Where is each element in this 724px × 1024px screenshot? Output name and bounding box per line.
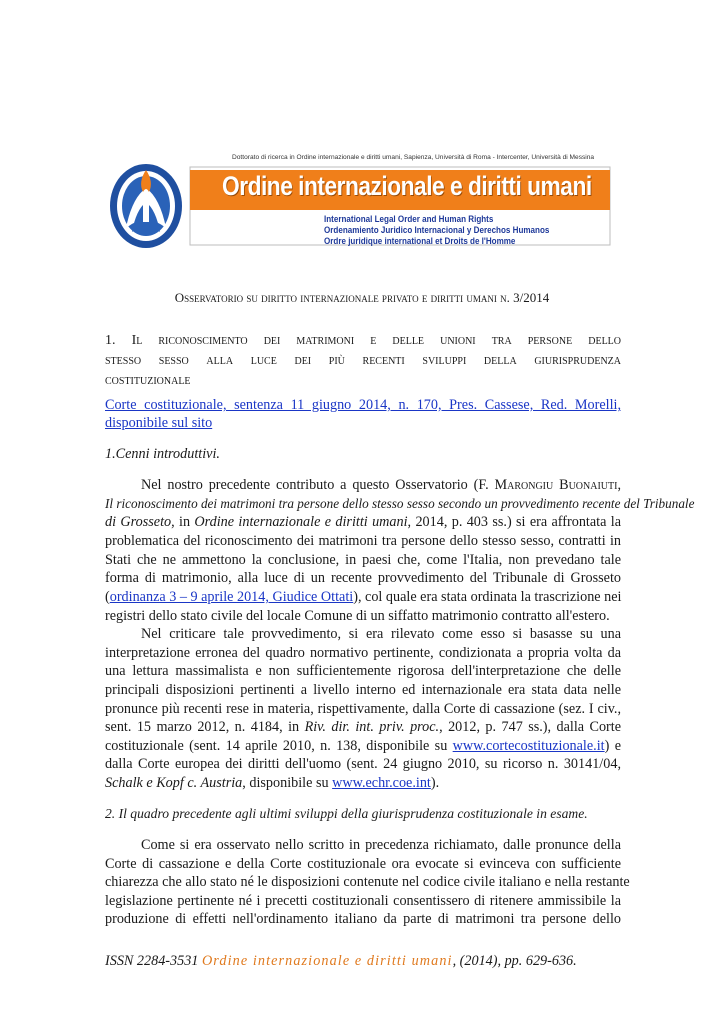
- heading-cenni: 1.Cenni introduttivi.: [105, 446, 220, 462]
- journal-logo-icon: [106, 158, 186, 250]
- cortecostituzionale-link[interactable]: www.cortecostituzionale.it: [452, 738, 605, 754]
- subtitle-fr: Ordre juridique international et Droits de l'Homme: [324, 235, 516, 246]
- journal-title: Ordine internazionale e diritti umani: [222, 171, 592, 201]
- author-name: Marongiu Buonaiuti: [494, 477, 618, 493]
- p2-line-6: sent. 15 marzo 2012, n. 4184, in Riv. dir. int. priv. proc., 2012, p. 747 ss.), dalla Corte: [105, 719, 622, 735]
- footer-rest: , (2014), pp. 629-636.: [452, 953, 577, 969]
- observatory-prefix: Osservatorio su diritto internazionale privato e diritti umani n.: [174, 290, 510, 305]
- p2-line-7: costituzionale (sent. 14 aprile 2010, n. 138, disponibile su www.cortecostituzionale.it) e: [105, 738, 621, 754]
- observatory-number: 3/2014: [513, 290, 550, 305]
- page-footer: [105, 953, 577, 970]
- reference-link-line-2[interactable]: disponibile sul sito: [105, 415, 213, 431]
- section-number: 1.: [105, 333, 116, 348]
- p2-line-8: dalla Corte europea dei diritti dell'uomo (sent. 24 giugno 2010, su ricorso n. 30141/04,: [105, 756, 621, 772]
- p2-line-5: pronunce più recenti rese in materia, rispettivamente, dalla Corte di cassazione (sez. I civ.,: [105, 701, 621, 717]
- p2-line-3: una lettura massimalista e non sufficientemente rigorosa dell'interpretazione che delle: [105, 663, 621, 679]
- p1-line-2: Il riconoscimento dei matrimoni tra persone dello stesso sesso secondo un provvedimento recente del Tribunale: [105, 496, 695, 511]
- p2-line-2: interpretazione erronea del quadro normativo pertinente, condizionata a propria volta da: [105, 645, 621, 661]
- p1-line-8: registri dello stato civile del locale Comune di un siffatto matrimonio contratto all'estero.: [105, 608, 610, 624]
- p1-line-6: forma di matrimonio, alla luce di un recente provvedimento del Tribunale di Grosseto: [105, 570, 621, 586]
- footer-journal: Ordine internazionale e diritti umani: [201, 953, 453, 969]
- p1-line-1: Nel nostro precedente contributo a questo Osservatorio (F. Marongiu Buonaiuti,: [141, 477, 621, 493]
- p2-line-9: Schalk e Kopf c. Austria, disponibile su www.echr.coe.int).: [105, 775, 440, 791]
- subtitle-en: International Legal Order and Human Rights: [324, 213, 494, 224]
- section-title: [105, 331, 621, 391]
- p2-line-4: principali disposizioni pertinenti a livello interno ed internazionale era stata data nelle: [105, 682, 621, 698]
- p1-line-5: Stati che ne ammettono la conclusione, in paesi che, come l'Italia, non prevedano tale: [105, 552, 621, 568]
- heading-quadro: 2. Il quadro precedente agli ultimi sviluppi della giurisprudenza costituzionale in esame.: [105, 806, 588, 821]
- section-title-line-3: costituzionale: [105, 373, 191, 388]
- ordinanza-link[interactable]: ordinanza 3 – 9 aprile 2014, Giudice Ottati: [109, 589, 354, 605]
- p1-line-3: di Grosseto, in Ordine internazionale e diritti umani, 2014, p. 403 ss.) si era affrontata la: [105, 514, 621, 530]
- header-top-line: Dottorato di ricerca in Ordine internazionale e diritti umani, Sapienza, Università di Roma - Intercenter, Università di Messina: [232, 154, 595, 161]
- p3-line-5: produzione di effetti nell'ordinamento italiano da parte di matrimoni tra persone dello: [105, 911, 621, 927]
- echr-link[interactable]: www.echr.coe.int: [332, 775, 431, 791]
- reference-link-line-1[interactable]: Corte costituzionale, sentenza 11 giugno 2014, n. 170, Pres. Cassese, Red. Morelli,: [105, 397, 621, 413]
- p3-line-2: Corte di cassazione e della Corte costituzionale ora evocate si evinceva con sufficiente: [105, 856, 621, 872]
- p2-line-1: Nel criticare tale provvedimento, si era rilevato come esso si basasse su una: [141, 626, 621, 642]
- p3-line-3: chiarezza che allo stato né le disposizioni contenute nel codice civile italiano e nella restante: [105, 874, 630, 890]
- p1-line-4: problematica del riconoscimento dei matrimoni tra persone dello stesso sesso, contratti in: [105, 533, 621, 549]
- footer-issn: ISSN 2284-3531: [105, 953, 199, 969]
- observatory-title: [0, 290, 724, 306]
- section-title-line-1: Il riconoscimento dei matrimoni e delle unioni tra persone dello: [131, 333, 622, 348]
- subtitle-es: Ordenamiento Juridico Internacional y Derechos Humanos: [324, 224, 550, 235]
- p3-line-4: legislazione pertinente né i precetti costituzionali consentissero di ritenere ammissibile la: [105, 893, 621, 909]
- section-title-line-2: stesso sesso alla luce dei più recenti sviluppi della giurisprudenza: [105, 353, 621, 368]
- p1-line-7: (ordinanza 3 – 9 aprile 2014, Giudice Ottati), col quale era stata ordinata la trascrizione nei: [105, 589, 622, 605]
- p3-line-1: Come si era osservato nello scritto in precedenza richiamato, dalle pronunce della: [141, 837, 621, 853]
